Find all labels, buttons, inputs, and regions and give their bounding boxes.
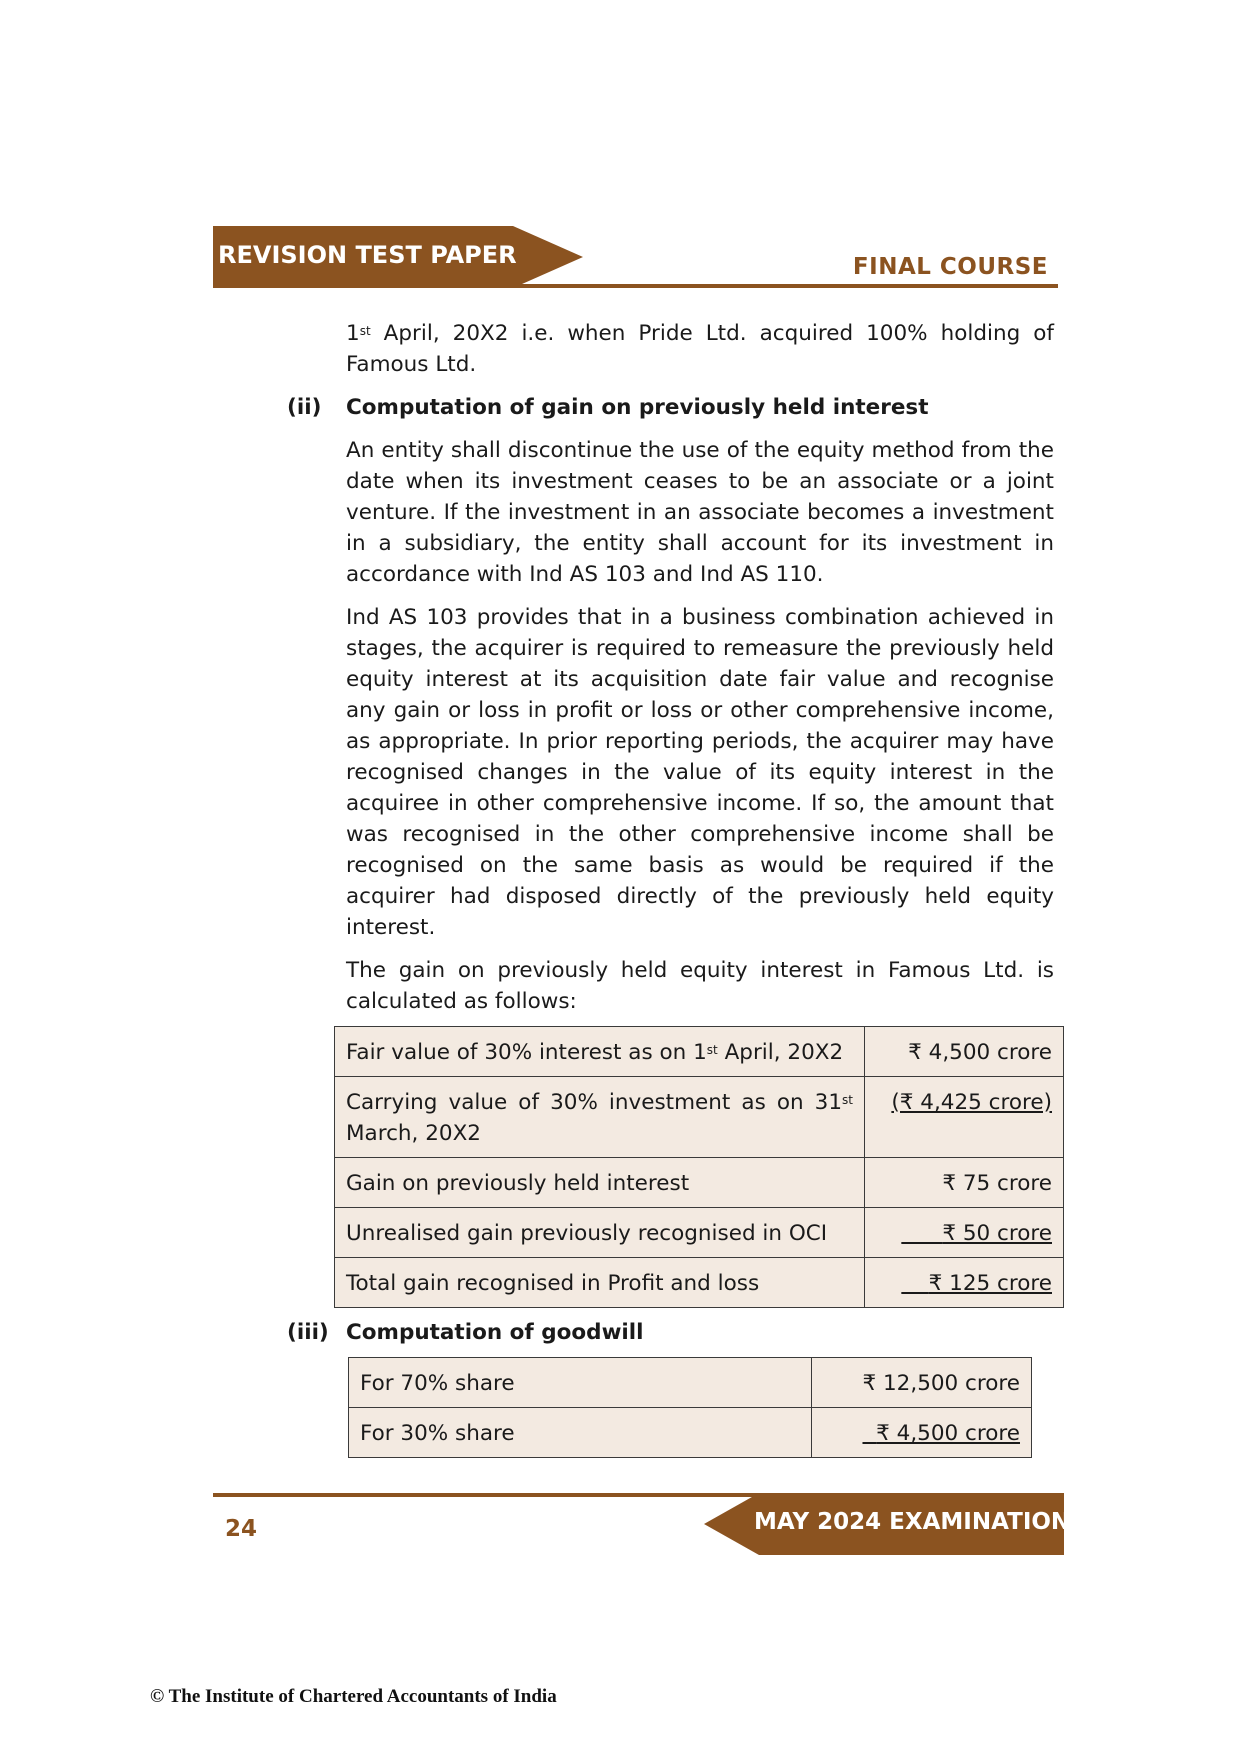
footer-tag-arrow-icon bbox=[704, 1493, 759, 1555]
table-row bbox=[335, 1158, 1064, 1208]
table-cell-value: ₹ 12,500 crore bbox=[812, 1358, 1032, 1408]
cell-text bbox=[901, 1221, 1052, 1246]
cell-text: (₹ 4,425 crore) bbox=[891, 1090, 1052, 1115]
gain-table bbox=[334, 1026, 1064, 1308]
table-row bbox=[349, 1358, 1032, 1408]
header-rule bbox=[213, 284, 1058, 288]
table-cell-label: For 30% share bbox=[349, 1408, 812, 1458]
section-ii-heading bbox=[287, 392, 1057, 423]
goodwill-table bbox=[348, 1357, 1032, 1458]
cell-text: Carrying value of 30% investment as on 31 bbox=[346, 1090, 843, 1115]
section-ii-title: Computation of gain on previously held interest bbox=[346, 395, 929, 420]
cell-text bbox=[901, 1271, 1052, 1296]
table-row bbox=[335, 1208, 1064, 1258]
table-cell-value: ₹ 75 crore bbox=[865, 1158, 1064, 1208]
cell-text bbox=[862, 1421, 1020, 1446]
table-cell-value bbox=[865, 1258, 1064, 1308]
cell-sup: st bbox=[842, 1093, 853, 1107]
table-cell-label bbox=[335, 1027, 865, 1077]
header-right-title: FINAL COURSE bbox=[852, 254, 1048, 280]
table-cell-value bbox=[865, 1208, 1064, 1258]
table-row bbox=[335, 1258, 1064, 1308]
section-iii-number: (iii) bbox=[287, 1320, 329, 1345]
header-tag-arrow-icon bbox=[513, 226, 583, 288]
section-ii-paragraph-1: An entity shall discontinue the use of the equity method from the date when its investment ceases to be an associate or a joint venture. If the investment in an associate becomes a investment in a subsidiary, the entity shall account for its investment in accordance with Ind AS 103 and Ind AS 110. bbox=[346, 438, 1054, 587]
table-cell-label bbox=[335, 1077, 865, 1158]
intro-day-suffix: st bbox=[359, 324, 371, 338]
intro-paragraph bbox=[346, 318, 1054, 380]
header-tag bbox=[213, 226, 517, 288]
copyright-notice: © The Institute of Chartered Accountants of India bbox=[150, 1686, 557, 1707]
section-iii-heading bbox=[287, 1317, 644, 1348]
cell-text: April, 20X2 bbox=[717, 1040, 844, 1065]
page-number: 24 bbox=[225, 1516, 258, 1542]
section-iii-title: Computation of goodwill bbox=[346, 1320, 644, 1345]
footer-rule bbox=[213, 1493, 759, 1497]
table-cell-value bbox=[865, 1077, 1064, 1158]
table-row bbox=[335, 1077, 1064, 1158]
intro-day: 1 bbox=[346, 321, 360, 346]
table-row bbox=[349, 1408, 1032, 1458]
cell-value-text: ₹ 125 crore bbox=[928, 1271, 1052, 1296]
section-ii-number: (ii) bbox=[287, 395, 322, 420]
table-cell-label: For 70% share bbox=[349, 1358, 812, 1408]
cell-sup: st bbox=[706, 1043, 718, 1057]
table-cell-label: Total gain recognised in Profit and loss bbox=[335, 1258, 865, 1308]
cell-text: Fair value of 30% interest as on 1 bbox=[346, 1040, 707, 1065]
footer-exam-title: MAY 2024 EXAMINATION bbox=[754, 1509, 1071, 1535]
table-row bbox=[335, 1027, 1064, 1077]
main-content bbox=[287, 318, 1057, 1029]
table-cell-label: Gain on previously held interest bbox=[335, 1158, 865, 1208]
header-left-title: REVISION TEST PAPER bbox=[218, 241, 517, 269]
table-cell-value: ₹ 4,500 crore bbox=[865, 1027, 1064, 1077]
section-ii-paragraph-2: Ind AS 103 provides that in a business combination achieved in stages, the acquirer is required to remeasure the previously held equity interest at its acquisition date fair value and recognise any gain or loss in profit or loss or other comprehensive income, as appropriate. In prior reporting periods, the acquirer may have recognised changes in the value of its equity interest in the acquiree in other comprehensive income. If so, the amount that was recognised in the other comprehensive income shall be recognised on the same basis as would be required if the acquirer had disposed directly of the previously held equity interest. bbox=[346, 605, 1054, 940]
table-cell-value bbox=[812, 1408, 1032, 1458]
section-ii-paragraph-3: The gain on previously held equity interest in Famous Ltd. is calculated as follows: bbox=[346, 958, 1054, 1014]
cell-text: March, 20X2 bbox=[346, 1121, 481, 1146]
footer-tag bbox=[704, 1493, 1071, 1555]
intro-text: April, 20X2 i.e. when Pride Ltd. acquired 100% holding of Famous Ltd. bbox=[346, 321, 1054, 377]
cell-value-text: ₹ 50 crore bbox=[942, 1221, 1052, 1246]
cell-value-text: ₹ 4,500 crore bbox=[876, 1421, 1020, 1446]
table-cell-label: Unrealised gain previously recognised in OCI bbox=[335, 1208, 865, 1258]
